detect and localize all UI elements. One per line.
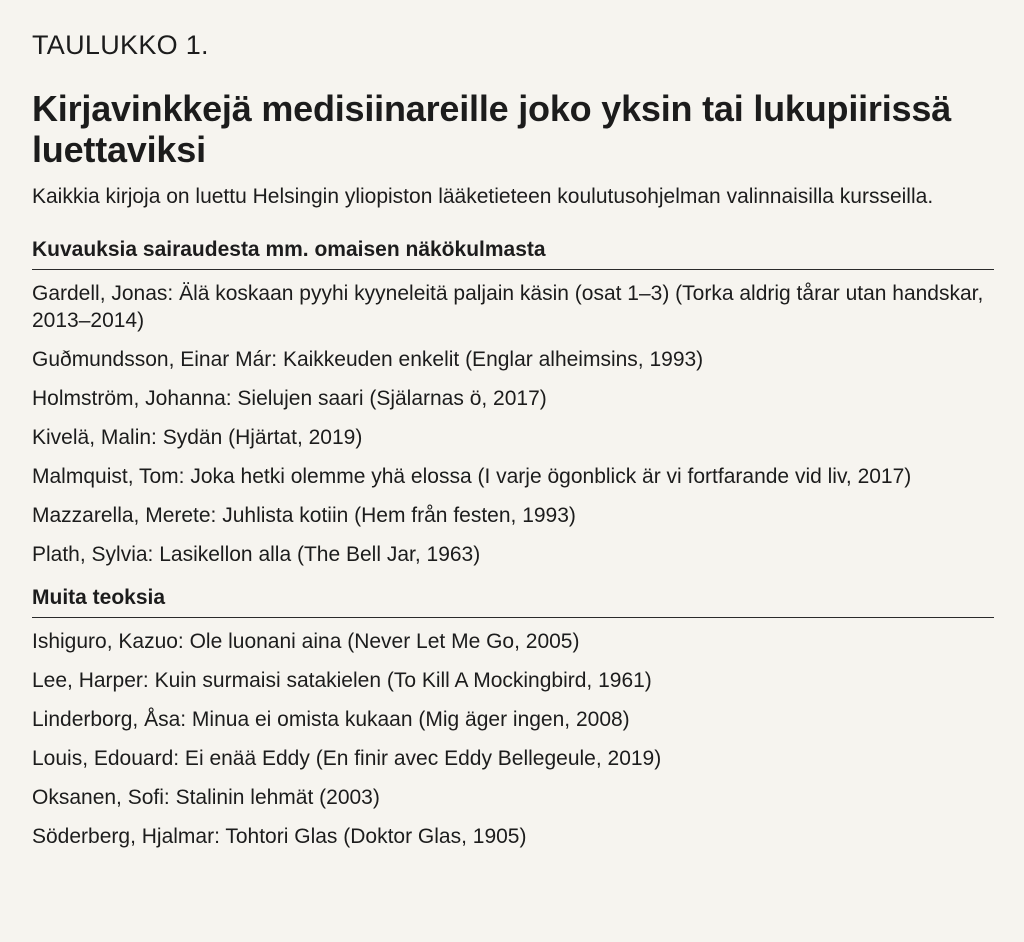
page-subtitle: Kaikkia kirjoja on luettu Helsingin yliopiston lääketieteen koulutusohjelman valinnaisilla kursseilla. xyxy=(32,185,934,208)
list-item: Holmström, Johanna: Sielujen saari (Själarnas ö, 2017) xyxy=(32,387,547,410)
list-item: Lee, Harper: Kuin surmaisi satakielen (To Kill A Mockingbird, 1961) xyxy=(32,669,652,692)
section-other-works xyxy=(32,585,994,856)
list-item: Plath, Sylvia: Lasikellon alla (The Bell Jar, 1963) xyxy=(32,543,481,566)
list-item: Ishiguro, Kazuo: Ole luonani aina (Never Let Me Go, 2005) xyxy=(32,630,580,653)
book-list xyxy=(32,622,994,856)
list-item: Gardell, Jonas: Älä koskaan pyyhi kyyneleitä paljain käsin (osat 1–3) (Torka aldrig tårar utan handskar, 2013–2014) xyxy=(32,282,984,332)
list-item: Söderberg, Hjalmar: Tohtori Glas (Doktor Glas, 1905) xyxy=(32,825,527,848)
list-item: Linderborg, Åsa: Minua ei omista kukaan (Mig äger ingen, 2008) xyxy=(32,708,630,731)
list-item: Kivelä, Malin: Sydän (Hjärtat, 2019) xyxy=(32,426,363,449)
page-title: Kirjavinkkejä medisiinareille joko yksin tai lukupiirissä luettaviksi xyxy=(32,88,952,170)
book-list xyxy=(32,274,994,574)
list-item: Oksanen, Sofi: Stalinin lehmät (2003) xyxy=(32,786,380,809)
list-item: Guðmundsson, Einar Már: Kaikkeuden enkelit (Englar alheimsins, 1993) xyxy=(32,348,704,371)
list-item: Louis, Edouard: Ei enää Eddy (En finir avec Eddy Bellegeule, 2019) xyxy=(32,747,662,770)
section-heading: Kuvauksia sairaudesta mm. omaisen näkökulmasta xyxy=(32,237,994,270)
section-heading: Muita teoksia xyxy=(32,585,994,618)
section-illness-descriptions xyxy=(32,237,994,574)
list-item: Malmquist, Tom: Joka hetki olemme yhä elossa (I varje ögonblick är vi fortfarande vid liv, 2017) xyxy=(32,465,912,488)
table-label: TAULUKKO 1. xyxy=(32,30,209,60)
list-item: Mazzarella, Merete: Juhlista kotiin (Hem från festen, 1993) xyxy=(32,504,576,527)
